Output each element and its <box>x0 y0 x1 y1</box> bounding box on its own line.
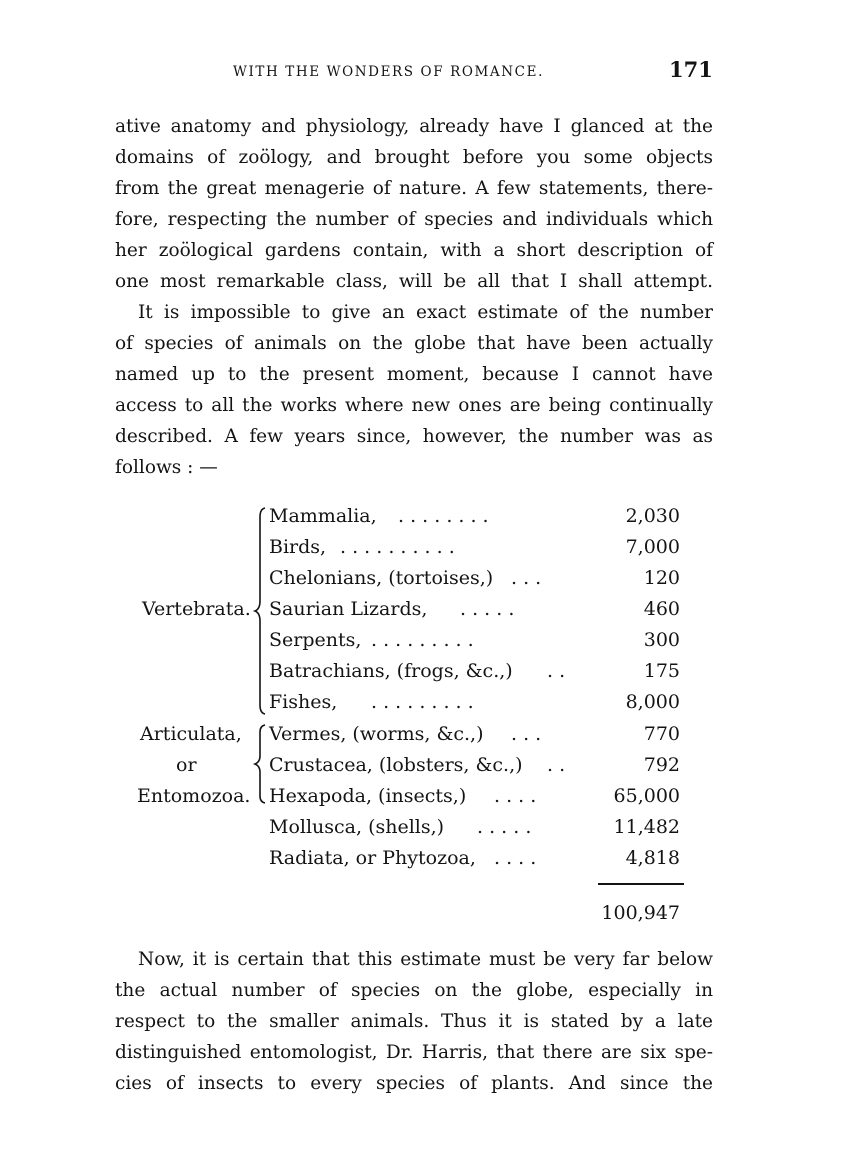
text-line: respect to the smaller animals. Thus it is stated by a late <box>115 1011 713 1032</box>
species-count: 300 <box>643 629 680 651</box>
text-line: cies of insects to every species of plants. And since the <box>115 1073 713 1094</box>
species-count: 792 <box>643 754 680 776</box>
species-name: Mollusca, (shells,) <box>269 816 445 838</box>
species-total: 100,947 <box>601 902 680 924</box>
text-line: Now, it is certain that this estimate must be very far below <box>138 949 713 970</box>
species-name: Fishes, <box>269 691 338 713</box>
species-name: Mammalia, <box>269 505 377 527</box>
leader-dots: . . . . . <box>460 598 515 620</box>
species-name: Vermes, (worms, &c.,) <box>269 723 484 745</box>
brace-vertebrata <box>252 505 268 717</box>
species-count: 11,482 <box>613 816 680 838</box>
text-line: domains of zoölogy, and brought before you some objects <box>115 147 713 168</box>
species-name: Birds, <box>269 536 327 558</box>
text-line: ative anatomy and physiology, already have I glanced at the <box>115 116 713 137</box>
page-number: 171 <box>669 57 713 82</box>
species-count: 65,000 <box>613 785 680 807</box>
species-name: Batrachians, (frogs, &c.,) <box>269 660 513 682</box>
running-head: WITH THE WONDERS OF ROMANCE. <box>233 64 544 80</box>
group-label-articulata: Articulata, <box>140 723 242 745</box>
text-line: follows : — <box>115 457 218 478</box>
brace-articulata <box>252 722 268 806</box>
text-line: described. A few years since, however, the number was as <box>115 426 713 447</box>
leader-dots: . . . . . . . . . . <box>340 536 455 558</box>
leader-dots: . . . <box>511 567 542 589</box>
text-line: fore, respecting the number of species and individuals which <box>115 209 713 230</box>
text-line: from the great menagerie of nature. A few statements, there- <box>115 178 713 199</box>
species-count: 4,818 <box>625 847 680 869</box>
leader-dots: . . <box>547 754 566 776</box>
species-name: Saurian Lizards, <box>269 598 428 620</box>
leader-dots: . . . . <box>494 847 537 869</box>
species-count: 8,000 <box>625 691 680 713</box>
text-line: access to all the works where new ones are being continually <box>115 395 713 416</box>
leader-dots: . . . . . . . . . <box>371 629 474 651</box>
species-count: 7,000 <box>625 536 680 558</box>
text-line: her zoölogical gardens contain, with a short description of <box>115 240 713 261</box>
text-line: distinguished entomologist, Dr. Harris, that there are six spe- <box>115 1042 713 1063</box>
species-name: Radiata, or Phytozoa, <box>269 847 476 869</box>
species-name: Serpents, <box>269 629 362 651</box>
leader-dots: . . . . <box>494 785 537 807</box>
text-line: of species of animals on the globe that have been actually <box>115 333 713 354</box>
text-line: named up to the present moment, because I cannot have <box>115 364 713 385</box>
leader-dots: . . . <box>511 723 542 745</box>
species-name: Hexapoda, (insects,) <box>269 785 467 807</box>
group-label-or: or <box>176 754 197 776</box>
total-rule <box>598 883 684 885</box>
group-label-entomozoa: Entomozoa. <box>137 785 251 807</box>
species-count: 770 <box>643 723 680 745</box>
species-count: 460 <box>643 598 680 620</box>
group-label-vertebrata: Vertebrata. <box>142 598 251 620</box>
text-line: one most remarkable class, will be all that I shall attempt. <box>115 271 713 292</box>
leader-dots: . . . . . . . . . <box>371 691 474 713</box>
species-name: Chelonians, (tortoises,) <box>269 567 494 589</box>
species-name: Crustacea, (lobsters, &c.,) <box>269 754 523 776</box>
text-line: It is impossible to give an exact estimate of the number <box>138 302 713 323</box>
text-line: the actual number of species on the globe, especially in <box>115 980 713 1001</box>
leader-dots: . . . . . <box>477 816 532 838</box>
species-count: 120 <box>643 567 680 589</box>
leader-dots: . . . . . . . . <box>398 505 489 527</box>
species-count: 175 <box>643 660 680 682</box>
leader-dots: . . <box>547 660 566 682</box>
species-count: 2,030 <box>625 505 680 527</box>
